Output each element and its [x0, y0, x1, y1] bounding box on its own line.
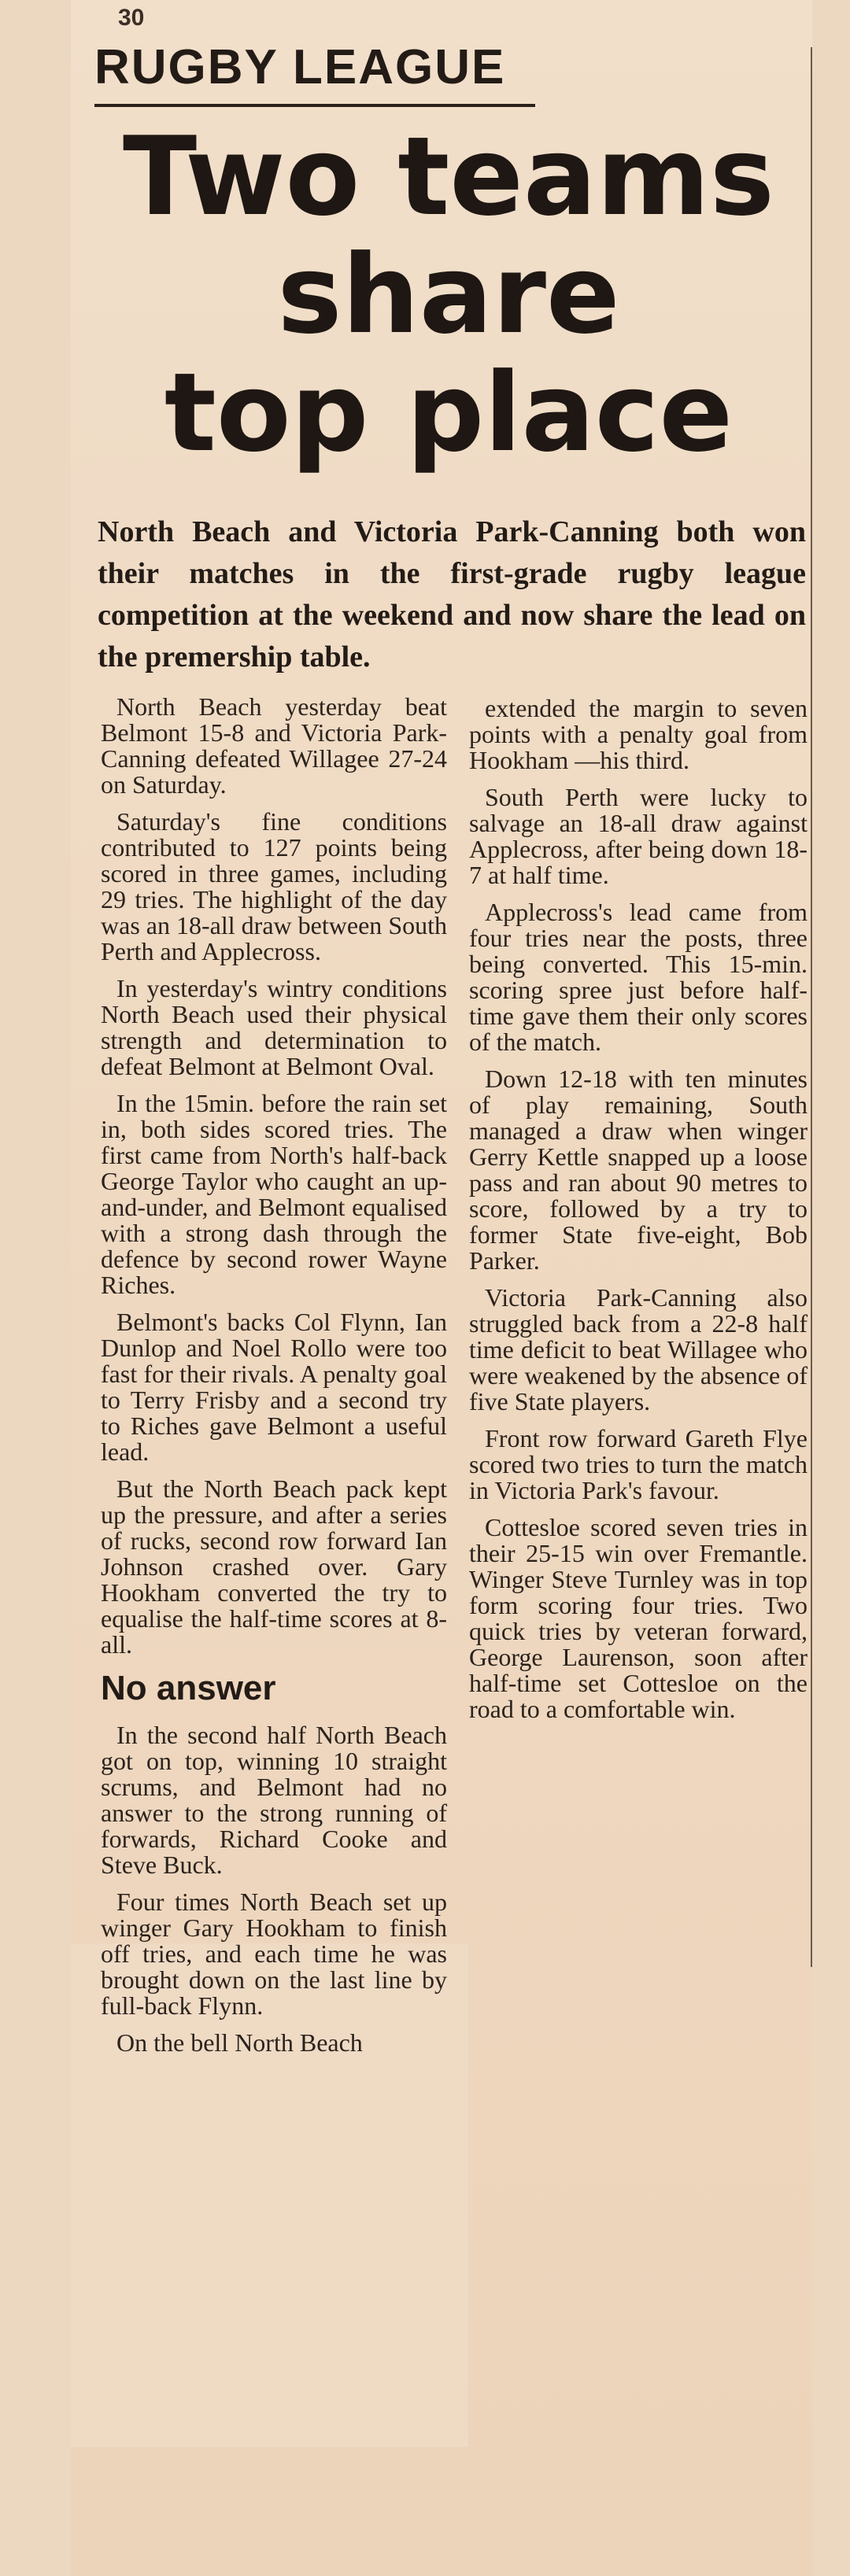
paragraph: Applecross's lead came from four tries near the posts, three being converted. This 15-min. scoring spree just before half-time gave them their only scores of the match.	[469, 898, 808, 1056]
paragraph: extended the margin to seven points with a penalty goal from Hookham —his third.	[469, 694, 808, 774]
paragraph: Cottesloe scored seven tries in their 25-15 win over Fremantle. Winger Steve Turnley was in top form scoring four tries. Two quick tries by veteran forward, George Laurenson, soon after half-time set Cottesloe on the road to a comfortable win.	[469, 1513, 808, 1723]
paragraph: In yesterday's wintry conditions North Beach used their physical strength and determination to defeat Belmont at Belmont Oval.	[101, 974, 447, 1080]
standfirst: North Beach and Victoria Park-Canning both won their matches in the first-grade rugby league competition at the weekend and now share the lead on the premership table.	[98, 515, 806, 674]
paragraph: Down 12-18 with ten minutes of play remaining, South managed a draw when winger Gerry Kettle snapped up a loose pass and ran about 90 metres to score, followed by a try to former State five-eight, Bob Parker.	[469, 1065, 808, 1275]
paragraph: Four times North Beach set up winger Gary Hookham to finish off tries, and each time he was brought down on the last line by full-back Flynn.	[101, 1888, 447, 2020]
headline-line-2: share	[277, 231, 620, 358]
paragraph: But the North Beach pack kept up the pressure, and after a series of rucks, second row forward Ian Johnson crashed over. Gary Hookham converted the try to equalise the half-time scores at 8-all.	[101, 1474, 447, 1659]
column-rule	[811, 47, 812, 1967]
paragraph: South Perth were lucky to salvage an 18-all draw against Applecross, after being down 18-7 at half time.	[469, 783, 808, 889]
crosshead: No answer	[101, 1669, 276, 1707]
headline-line-3: top place	[164, 349, 734, 476]
page-number: 30	[118, 5, 145, 31]
paragraph: On the bell North Beach	[116, 2028, 363, 2057]
headline-line-1: Two teams	[123, 113, 774, 240]
paragraph: Front row forward Gareth Flye scored two tries to turn the match in Victoria Park's favour.	[469, 1424, 808, 1504]
paragraph: North Beach yesterday beat Belmont 15-8 and Victoria Park-Canning defeated Willagee 27-24 on Saturday.	[101, 692, 447, 799]
right-column	[469, 696, 808, 1733]
paragraph: Saturday's fine conditions contributed to 127 points being scored in three games, including 29 tries. The highlight of the day was an 18-all draw between South Perth and Applecross.	[101, 807, 447, 965]
paragraph: In the second half North Beach got on top, winning 10 straight scrums, and Belmont had no answer to the strong running of forwards, Richard Cooke and Steve Buck.	[101, 1721, 447, 1879]
section-title: RUGBY LEAGUE	[94, 40, 506, 94]
headline	[87, 113, 811, 476]
left-column	[101, 694, 447, 2067]
section-underline	[94, 104, 535, 107]
paragraph: Victoria Park-Canning also struggled back from a 22-8 half time deficit to beat Willagee who were weakened by the absence of five State players.	[469, 1283, 808, 1415]
paragraph: Belmont's backs Col Flynn, Ian Dunlop and Noel Rollo were too fast for their rivals. A penalty goal to Terry Frisby and a second try to Riches gave Belmont a useful lead.	[101, 1308, 447, 1466]
paragraph: In the 15min. before the rain set in, both sides scored tries. The first came from North's half-back George Taylor who caught an up-and-under, and Belmont equalised with a strong dash through the defence by second rower Wayne Riches.	[101, 1089, 447, 1299]
